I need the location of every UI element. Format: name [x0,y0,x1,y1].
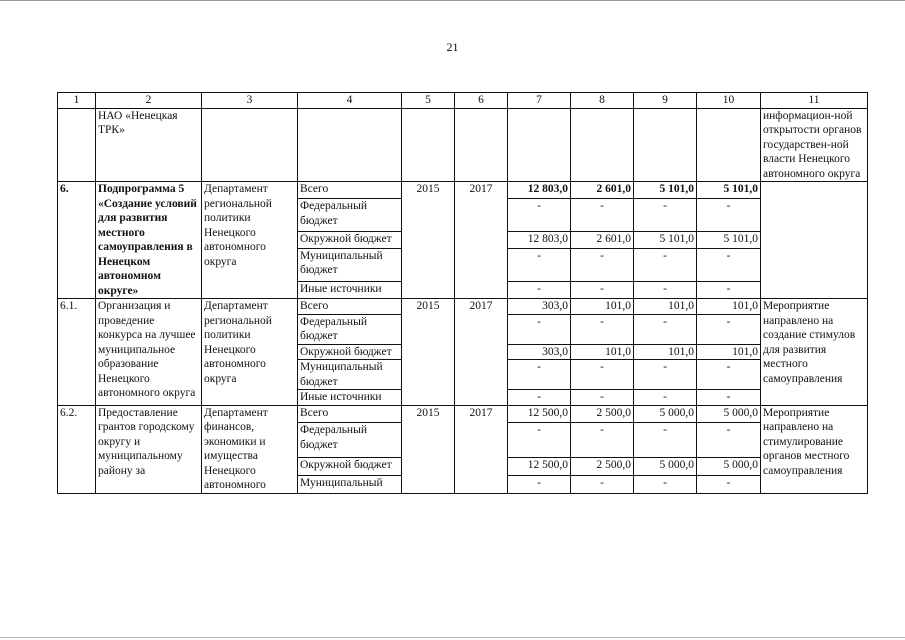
funding-source: Всего [298,182,402,199]
item-name: Подпрограмма 5 «Создание условий для развития местного самоуправления в Ненецком автономном округе» [96,182,202,299]
funding-source: Муниципальный [298,475,402,493]
end-year: 2017 [455,299,508,406]
amount-year-2: 101,0 [634,344,697,360]
amount-total: - [508,314,571,344]
amount-year-3: - [697,199,761,232]
cell-empty [571,108,634,182]
amount-year-2: 5 101,0 [634,231,697,248]
section-row [58,405,868,423]
end-year: 2017 [455,405,508,493]
start-year: 2015 [402,405,455,493]
funding-source: Муниципальный бюджет [298,360,402,390]
cell-empty [634,108,697,182]
amount-total: - [508,475,571,493]
item-number: 6. [58,182,96,299]
amount-year-1: - [571,475,634,493]
funding-source: Иные источники [298,281,402,298]
item-number: 6.1. [58,299,96,406]
amount-year-2: 5 000,0 [634,405,697,423]
amount-year-2: 101,0 [634,299,697,315]
funding-source: Окружной бюджет [298,457,402,475]
amount-year-2: - [634,199,697,232]
amount-year-3: 5 000,0 [697,405,761,423]
amount-year-3: 5 101,0 [697,231,761,248]
funding-source: Окружной бюджет [298,344,402,360]
amount-total: - [508,281,571,298]
item-executor: Департамент региональной политики Ненецкого автономного округа [202,299,298,406]
item-note [761,182,868,299]
amount-year-2: - [634,423,697,458]
amount-year-1: - [571,360,634,390]
column-number: 3 [202,93,298,109]
item-number: 6.2. [58,405,96,493]
amount-year-2: - [634,281,697,298]
amount-year-1: 2 500,0 [571,405,634,423]
amount-total: - [508,248,571,281]
amount-year-2: - [634,360,697,390]
cell-empty [202,108,298,182]
amount-total: 303,0 [508,344,571,360]
amount-total: 12 500,0 [508,405,571,423]
amount-year-1: - [571,423,634,458]
section-row [58,299,868,315]
amount-year-2: - [634,475,697,493]
amount-year-3: - [697,360,761,390]
item-name: Организация и проведение конкурса на лучшее муниципальное образование Ненецкого автономного округа [96,299,202,406]
amount-year-3: - [697,475,761,493]
amount-year-3: - [697,423,761,458]
funding-source: Иные источники [298,390,402,406]
page-top-edge [0,0,905,1]
executor-continued: НАО «Ненецкая ТРК» [96,108,202,182]
amount-total: 12 803,0 [508,231,571,248]
amount-year-1: 101,0 [571,344,634,360]
amount-year-1: - [571,314,634,344]
start-year: 2015 [402,182,455,299]
column-number: 10 [697,93,761,109]
column-number: 6 [455,93,508,109]
column-number: 5 [402,93,455,109]
item-name: Предоставление грантов городскому округу и муниципальному району за [96,405,202,493]
amount-total: - [508,360,571,390]
program-table [57,92,868,494]
amount-year-1: - [571,199,634,232]
amount-year-3: - [697,281,761,298]
cell-empty [402,108,455,182]
cell-empty [455,108,508,182]
amount-year-2: - [634,390,697,406]
cell-empty [697,108,761,182]
amount-total: 303,0 [508,299,571,315]
amount-total: - [508,199,571,232]
amount-year-2: - [634,314,697,344]
amount-year-3: - [697,314,761,344]
amount-year-2: 5 101,0 [634,182,697,199]
amount-year-3: - [697,390,761,406]
amount-year-1: 2 500,0 [571,457,634,475]
amount-year-3: 5 000,0 [697,457,761,475]
cell-empty [58,108,96,182]
column-number: 9 [634,93,697,109]
column-number: 1 [58,93,96,109]
item-executor: Департамент региональной политики Ненецкого автономного округа [202,182,298,299]
amount-year-1: - [571,281,634,298]
funding-source: Окружной бюджет [298,231,402,248]
funding-source: Федеральный бюджет [298,199,402,232]
amount-year-1: - [571,390,634,406]
continuation-row [58,108,868,182]
funding-source: Федеральный бюджет [298,314,402,344]
note-continued: информацион-ной открытости органов государствен-ной власти Ненецкого автономного округа [761,108,868,182]
item-note: Мероприятие направлено на создание стимулов для развития местного самоуправления [761,299,868,406]
amount-total: 12 500,0 [508,457,571,475]
column-number: 8 [571,93,634,109]
end-year: 2017 [455,182,508,299]
amount-year-3: 5 101,0 [697,182,761,199]
funding-source: Всего [298,299,402,315]
amount-year-1: 101,0 [571,299,634,315]
column-number: 11 [761,93,868,109]
amount-year-3: 101,0 [697,299,761,315]
amount-year-3: 101,0 [697,344,761,360]
column-number: 4 [298,93,402,109]
amount-year-1: 2 601,0 [571,182,634,199]
column-number: 7 [508,93,571,109]
amount-total: - [508,423,571,458]
cell-empty [298,108,402,182]
item-executor: Департамент финансов, экономики и имущества Ненецкого автономного [202,405,298,493]
cell-empty [508,108,571,182]
amount-year-1: - [571,248,634,281]
item-note: Мероприятие направлено на стимулирование органов местного самоуправления [761,405,868,493]
funding-source: Муниципальный бюджет [298,248,402,281]
amount-year-2: - [634,248,697,281]
column-numbers-row [58,93,868,109]
start-year: 2015 [402,299,455,406]
amount-year-3: - [697,248,761,281]
amount-total: - [508,390,571,406]
amount-year-2: 5 000,0 [634,457,697,475]
page-number: 21 [446,40,459,54]
amount-year-1: 2 601,0 [571,231,634,248]
funding-source: Всего [298,405,402,423]
amount-total: 12 803,0 [508,182,571,199]
page-bottom-edge [0,637,905,638]
section-row [58,182,868,199]
funding-source: Федеральный бюджет [298,423,402,458]
column-number: 2 [96,93,202,109]
